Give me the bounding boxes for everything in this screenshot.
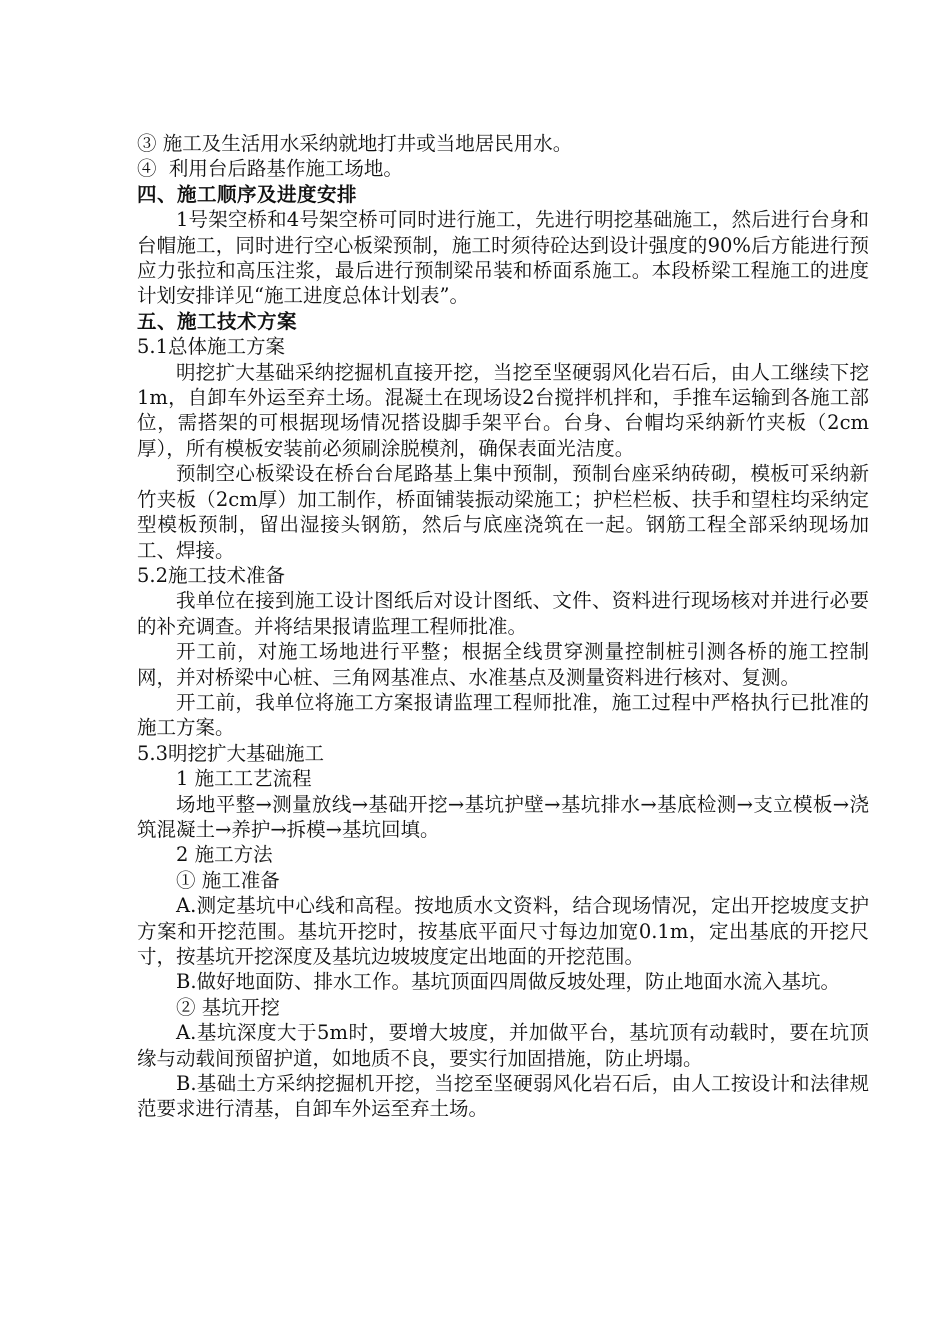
item-heading-preparation: ① 施工准备	[176, 868, 280, 892]
paragraph: B.基础土方采纳挖掘机开挖，当挖至坚硬弱风化岩石后，由人工按设计和法律规范要求进行清基，自卸车外运至弃土场。	[137, 1072, 869, 1121]
section-heading-4: 四、施工顺序及进度安排	[137, 182, 358, 206]
item-heading-process: 1 施工工艺流程	[176, 767, 312, 791]
paragraph: A.基坑深度大于5m时，要增大坡度，并加做平台，基坑顶有动载时，要在坑顶缘与动载间预留护道，如地质不良，要实行加固措施，防止坍塌。	[137, 1021, 869, 1070]
paragraph: 开工前，对施工场地进行平整；根据全线贯穿测量控制桩引测各桥的施工控制网，并对桥梁中心桩、三角网基准点、水准基点及测量资料进行核对、复测。	[137, 640, 869, 689]
subsection-heading-5-3: 5.3明挖扩大基础施工	[137, 741, 325, 765]
list-item-work-site: ④ 利用台后路基作施工场地。	[137, 157, 403, 181]
item-heading-method: 2 施工方法	[176, 843, 273, 867]
paragraph-process-flow: 场地平整→测量放线→基础开挖→基坑护壁→基坑排水→基底检测→支立模板→浇筑混凝土→养护→拆模→基坑回填。	[137, 792, 869, 841]
list-item-water-supply: ③ 施工及生活用水采纳就地打井或当地居民用水。	[137, 132, 573, 155]
paragraph: 我单位在接到施工设计图纸后对设计图纸、文件、资料进行现场核对并进行必要的补充调查。并将结果报请监理工程师批准。	[137, 589, 869, 638]
subsection-heading-5-2: 5.2施工技术准备	[137, 563, 286, 587]
paragraph: 1号架空桥和4号架空桥可同时进行施工，先进行明挖基础施工，然后进行台身和台帽施工，同时进行空心板梁预制，施工时须待砼达到设计强度的90%后方能进行预应力张拉和高压注浆，最后进行预制梁吊装和桥面系施工。本段桥梁工程施工的进度计划安排详见“施工进度总体计划表”。	[137, 208, 869, 308]
section-heading-5: 五、施工技术方案	[137, 309, 298, 333]
paragraph: 明挖扩大基础采纳挖掘机直接开挖，当挖至坚硬弱风化岩石后，由人工继续下挖1m，自卸车外运至弃土场。混凝土在现场设2台搅拌机拌和，手推车运输到各施工部位，需搭架的可根据现场情况搭设脚手架平台。台身、台帽均采纳新竹夹板（2cm厚），所有模板安装前必须刷涂脱模剂，确保表面光洁度。	[137, 360, 869, 460]
document-body	[137, 131, 869, 1122]
paragraph: 开工前，我单位将施工方案报请监理工程师批准，施工过程中严格执行已批准的施工方案。	[137, 690, 869, 740]
item-heading-excavation: ② 基坑开挖	[176, 995, 280, 1019]
paragraph: A.测定基坑中心线和高程。按地质水文资料，结合现场情况，定出开挖坡度支护方案和开挖范围。基坑开挖时，按基底平面尺寸每边加宽0.1m，定出基底的开挖尺寸，按基坑开挖深度及基坑边坡坡度定出地面的开挖范围。	[137, 894, 869, 968]
subsection-heading-5-1: 5.1总体施工方案	[137, 335, 286, 359]
paragraph: 预制空心板梁设在桥台台尾路基上集中预制，预制台座采纳砖砌，模板可采纳新竹夹板（2cm厚）加工制作，桥面铺装振动梁施工；护栏栏板、扶手和望柱均采纳定型模板预制，留出湿接头钢筋，然后与底座浇筑在一起。钢筋工程全部采纳现场加工、焊接。	[137, 462, 869, 562]
paragraph: B.做好地面防、排水工作。基坑顶面四周做反坡处理，防止地面水流入基坑。	[176, 970, 841, 994]
